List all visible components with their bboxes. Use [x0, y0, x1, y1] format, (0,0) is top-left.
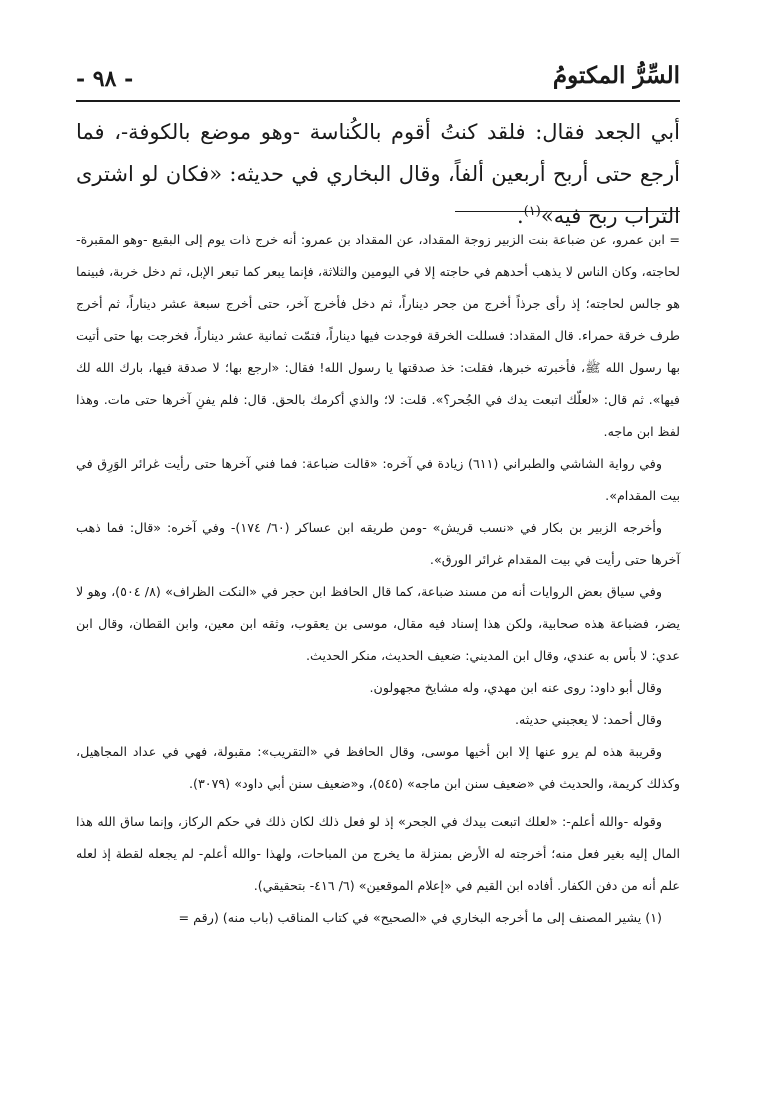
main-paragraph-end: . [517, 204, 524, 228]
page-number: - ٩٨ - [76, 66, 134, 92]
footnote-1: (١) يشير المصنف إلى ما أخرجه البخاري في «الصحيح» في كتاب المناقب (باب منه) (رقم = [178, 910, 662, 925]
footnote-paragraph-commentary: وقوله -والله أعلم-: «لعلك اتبعت بيدك في الجحر» إذ لو فعل ذلك لكان ذلك في حكم الركاز، وإنما ساق الله هذا المال إليه بغير فعل منه؛ أخرجته له الأرض بمنزلة ما يخرج من المباحات، ولهذا -والله أعلم- لم يجعله لقطة إذ لعله علم أنه من دفن الكفار. أفاده ابن القيم في «إعلام الموقعين» (٦/ ٤١٦- بتحقيقي). [76, 814, 680, 893]
footnote-reference: (١) [523, 204, 541, 219]
footnotes [76, 224, 680, 934]
footnote-paragraph-qariba: وقريبة هذه لم يرو عنها إلا ابن أخيها موسى، وقال الحافظ في «التقريب»: مقبولة، فهي في عداد المجاهيل، وكذلك كريمة، والحديث في «ضعيف سنن ابن ماجه» (٥٤٥)، و«ضعيف سنن أبي داود» (٣٠٧٩). [76, 744, 680, 791]
footnote-paragraph-abu-dawud: وقال أبو داود: روى عنه ابن مهدي، وله مشايخ مجهولون. [369, 680, 662, 695]
main-paragraph-text: أبي الجعد فقال: فلقد كنتُ أقوم بالكُناسة -وهو موضع بالكوفة-، فما أرجع حتى أربح أربعين ألفاً، وقال البخاري في حديثه: «فكان لو اشترى التراب ربح فيه» [76, 120, 680, 228]
footnote-paragraph-shashi: وفي رواية الشاشي والطبراني (٦١١) زيادة في آخره: «قالت ضباعة: فما فني آخرها حتى رأيت غرائر الوَرِق في بيت المقدام». [76, 456, 680, 503]
running-title: السِّرُّ المكتومُ [552, 62, 680, 89]
main-paragraph [76, 111, 680, 237]
footnote-paragraph-zubair: وأخرجه الزبير بن بكار في «نسب قريش» -ومن طريقه ابن عساكر (٦٠/ ١٧٤)- وفي آخره: «قال: فما ذهب آخرها حتى رأيت في بيت المقدام غرائر الورق». [76, 520, 680, 567]
footnote-paragraph-context: وفي سياق بعض الروايات أنه من مسند ضباعة، كما قال الحافظ ابن حجر في «النكت الظراف» (٨/ ٥٠٤)، وهو لا يضر، فضباعة هذه صحابية، ولكن هذا إسناد فيه مقال، موسى بن يعقوب، وثقه ابن معين، وابن القطان، وقال ابن عدي: لا بأس به عندي، وقال ابن المديني: ضعيف الحديث، منكر الحديث. [76, 584, 680, 663]
footnote-paragraph-ahmad: وقال أحمد: لا يعجبني حديثه. [514, 712, 662, 727]
footnote-divider [455, 211, 680, 212]
main-text [76, 111, 680, 237]
page-header [76, 56, 680, 96]
footnote-continued-paragraph: = ابن عمرو، عن ضباعة بنت الزبير زوجة المقداد، عن المقداد بن عمرو: أنه خرج ذات يوم إلى البقيع -وهو المقبرة- لحاجته، وكان الناس لا يذهب أحدهم في حاجته إلا في اليومين والثلاثة، فإنما يبعر كما تبعر الإبل، ثم دخل خربة، فبينما هو جالس لحاجته؛ إذ رأى جرذاً أخرج من جحر ديناراً، ثم دخل فأخرج آخر، حتى أخرج سبعة عشر ديناراً، ثم أخرج طرف خرقة حمراء. قال المقداد: فسللت الخرقة فوجدت فيها ديناراً، فتمّت ثمانية عشر ديناراً، فخرجت بها حتى أتيت بها رسول الله ﷺ، فأخبرته خبرها، فقلت: خذ صدقتها يا رسول الله! فقال: «ارجع بها؛ لا صدقة فيها، بارك الله لك فيها». ثم قال: «لعلّك اتبعت يدك في الجُحر؟». قلت: لا؛ والذي أكرمك بالحق. قال: فلم يفنِ آخرها حتى مات. وهذا لفظ ابن ماجه. [76, 232, 680, 439]
header-divider [76, 100, 680, 102]
